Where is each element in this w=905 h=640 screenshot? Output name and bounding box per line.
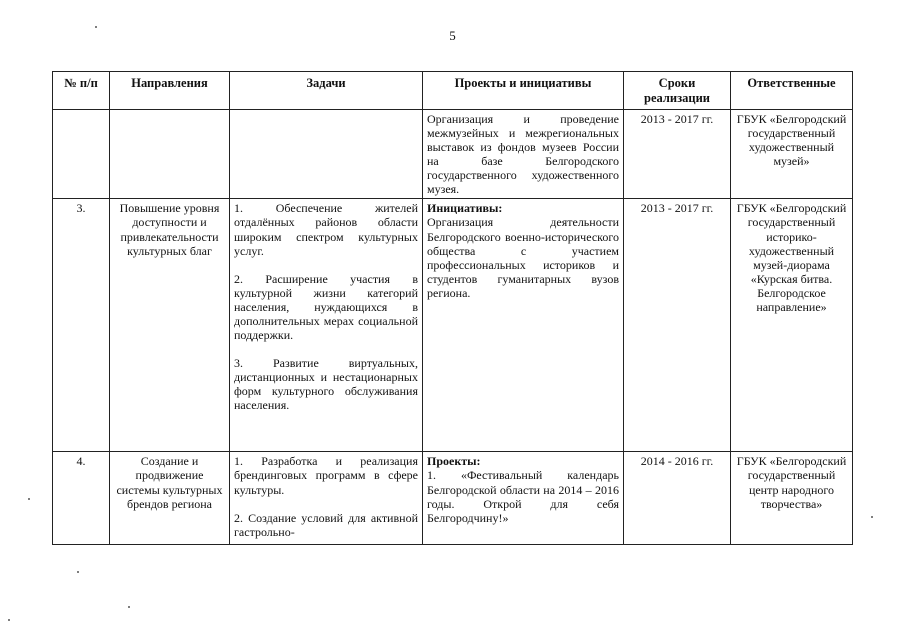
task-item: 1. Обеспечение жителей отдалённых районов области широким спектром культурных услуг.	[234, 201, 418, 258]
cell-num	[53, 110, 110, 199]
task-item: 2. Расширение участия в культурной жизни категорий населения, нуждающихся в дополнительных мерах социальной поддержки.	[234, 271, 418, 342]
plan-table	[52, 71, 853, 545]
cell-direction	[110, 110, 230, 199]
task-item: 1. Разработка и реализация брендинговых программ в сфере культуры.	[234, 454, 418, 497]
cell-projects	[423, 110, 624, 199]
cell-responsible: ГБУК «Белгородский государственный центр народного творчества»	[731, 452, 853, 545]
cell-num: 3.	[53, 199, 110, 452]
cell-deadlines: 2013 - 2017 гг.	[624, 199, 731, 452]
projects-text: Организация и проведение межмузейных и межрегиональных выставок из фондов музеев России на базе Белгородского государственного художественного музея.	[427, 112, 619, 197]
task-item: 3. Развитие виртуальных, дистанционных и нестационарных форм культурного обслуживания населения.	[234, 355, 418, 412]
page-number: 5	[449, 28, 456, 43]
cell-num: 4.	[53, 452, 110, 545]
cell-tasks	[230, 199, 423, 452]
table-row	[53, 110, 853, 199]
header-num: № п/п	[53, 72, 110, 110]
cell-deadlines: 2014 - 2016 гг.	[624, 452, 731, 545]
projects-heading: Проекты:	[427, 454, 481, 469]
table-header-row	[53, 72, 853, 110]
task-item: 2. Создание условий для активной гастрольно-	[234, 510, 418, 539]
header-deadlines: Сроки реализации	[624, 72, 731, 110]
cell-deadlines: 2013 - 2017 гг.	[624, 110, 731, 199]
cell-responsible: ГБУК «Белгородский государственный художественный музей»	[731, 110, 853, 199]
header-projects: Проекты и инициативы	[423, 72, 624, 110]
projects-text: Организация деятельности Белгородского военно-исторического общества с участием профессиональных историков и студентов гуманитарных вузов региона.	[427, 215, 619, 300]
header-tasks: Задачи	[230, 72, 423, 110]
cell-responsible: ГБУК «Белгородский государственный историко-художественный музей-диорама «Курская битва. Белгородское направление»	[731, 199, 853, 452]
header-direction: Направления	[110, 72, 230, 110]
header-responsible: Ответственные	[731, 72, 853, 110]
scan-speck	[95, 26, 97, 28]
projects-text: 1. «Фестивальный календарь Белгородской области на 2014 – 2016 годы. Открой для себя Белгородчину!»	[427, 468, 619, 525]
scan-speck	[8, 619, 10, 621]
cell-direction: Повышение уровня доступности и привлекательности культурных благ	[110, 199, 230, 452]
scan-speck	[871, 516, 873, 518]
scan-speck	[28, 498, 30, 500]
scan-speck	[128, 606, 130, 608]
scan-speck	[77, 571, 79, 573]
table-row	[53, 199, 853, 452]
cell-tasks	[230, 110, 423, 199]
table-row	[53, 452, 853, 545]
cell-tasks	[230, 452, 423, 545]
projects-heading: Инициативы:	[427, 201, 503, 216]
cell-direction: Создание и продвижение системы культурных брендов региона	[110, 452, 230, 545]
cell-projects	[423, 452, 624, 545]
cell-projects	[423, 199, 624, 452]
